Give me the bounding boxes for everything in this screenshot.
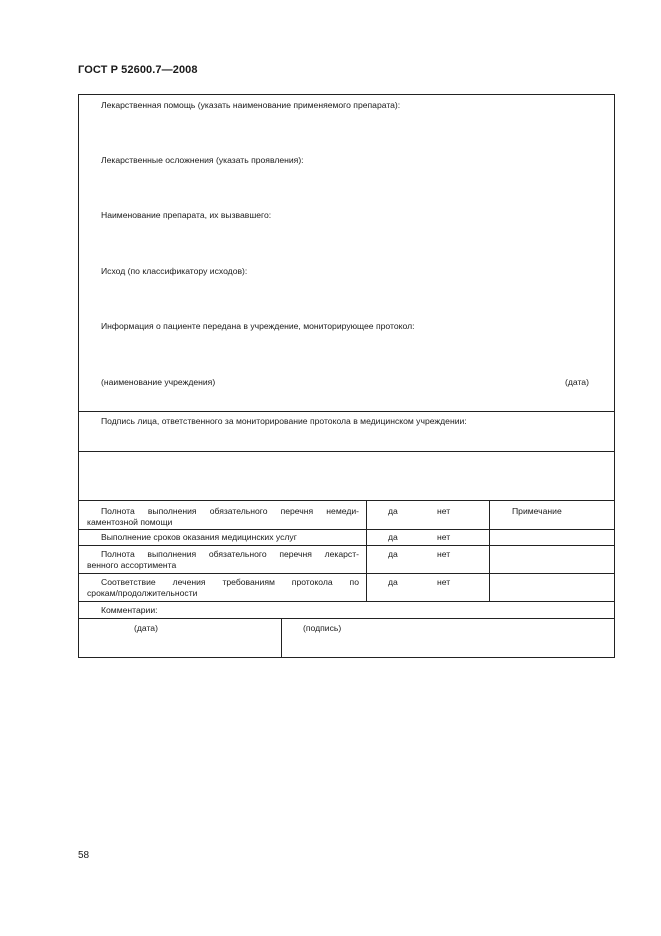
signature-responsible-label: Подпись лица, ответственного за мониторирование протокола в медицинском учреждении: <box>101 416 467 426</box>
checklist-yes: да <box>388 506 398 516</box>
checklist-row-label: Выполнение сроков оказания медицинских услуг <box>101 532 297 542</box>
checklist-row-label-cont: каментозной помощи <box>87 517 173 527</box>
divider-row-3 <box>78 573 615 574</box>
divider-row-1 <box>78 529 615 530</box>
comments-label: Комментарии: <box>101 605 158 615</box>
table-border-bottom <box>78 657 615 658</box>
checklist-col-divider-1 <box>366 500 367 601</box>
checklist-yes: да <box>388 577 398 587</box>
divider-before-checklist <box>78 500 615 501</box>
divider-row-4 <box>78 601 615 602</box>
checklist-yes: да <box>388 532 398 542</box>
divider-after-signature <box>78 451 615 452</box>
drug-complications-label: Лекарственные осложнения (указать проявления): <box>101 155 304 165</box>
checklist-row-label: Соответствие лечения требованиям протокола по <box>101 577 359 587</box>
divider-comments <box>78 618 615 619</box>
checklist-yes: да <box>388 549 398 559</box>
checklist-row-label: Полнота выполнения обязательного перечня лекарст- <box>101 549 359 559</box>
checklist-no: нет <box>437 549 451 559</box>
checklist-row-label-cont: венного ассортимента <box>87 560 177 570</box>
footer-date-label: (дата) <box>134 623 158 633</box>
outcome-label: Исход (по классификатору исходов): <box>101 266 248 276</box>
checklist-no: нет <box>437 577 451 587</box>
checklist-no: нет <box>437 532 451 542</box>
checklist-row-label: Полнота выполнения обязательного перечня немеди- <box>101 506 359 516</box>
checklist-note-header: Примечание <box>512 506 562 516</box>
institution-name-label: (наименование учреждения) <box>101 377 216 387</box>
footer-col-divider <box>281 618 282 657</box>
divider-row-2 <box>78 545 615 546</box>
footer-signature-label: (подпись) <box>303 623 342 633</box>
page-number: 58 <box>78 850 90 861</box>
patient-info-label: Информация о пациенте передана в учреждение, мониторирующее протокол: <box>101 321 415 331</box>
document-header: ГОСТ Р 52600.7—2008 <box>78 64 198 76</box>
table-border-top <box>78 94 615 95</box>
checklist-no: нет <box>437 506 451 516</box>
drug-assistance-label: Лекарственная помощь (указать наименование применяемого препарата): <box>101 100 401 110</box>
divider-after-info <box>78 411 615 412</box>
checklist-col-divider-2 <box>489 500 490 601</box>
drug-name-label: Наименование препарата, их вызвавшего: <box>101 210 272 220</box>
info-date-label: (дата) <box>565 377 589 387</box>
checklist-row-label-cont: срокам/продолжительности <box>87 588 198 598</box>
